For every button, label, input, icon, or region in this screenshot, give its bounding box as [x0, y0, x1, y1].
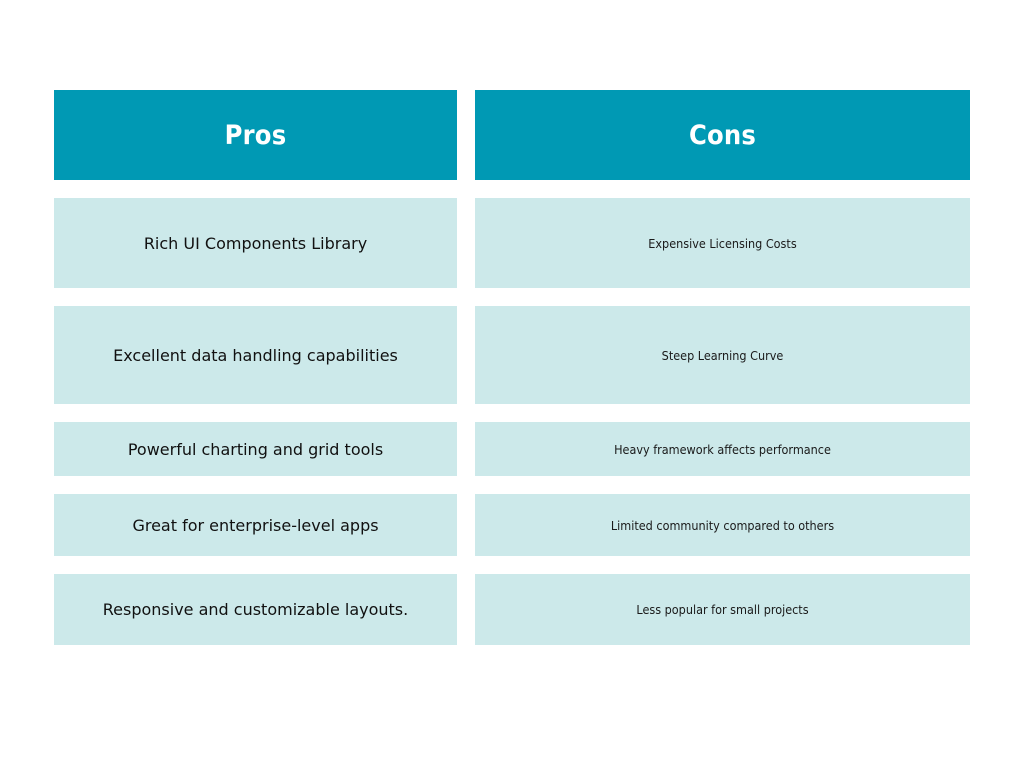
pro-item-4: Great for enterprise-level apps: [54, 494, 457, 556]
pros-cons-table: [54, 90, 970, 645]
pros-header: Pros: [54, 90, 457, 180]
pro-item-3: Powerful charting and grid tools: [54, 422, 457, 476]
pro-item-5: Responsive and customizable layouts.: [54, 574, 457, 645]
pro-item-1: Rich UI Components Library: [54, 198, 457, 288]
con-item-3: Heavy framework affects performance: [475, 422, 970, 476]
con-item-5: Less popular for small projects: [475, 574, 970, 645]
con-item-1: Expensive Licensing Costs: [475, 198, 970, 288]
pro-item-2: Excellent data handling capabilities: [54, 306, 457, 404]
con-item-4: Limited community compared to others: [475, 494, 970, 556]
cons-header: Cons: [475, 90, 970, 180]
con-item-2: Steep Learning Curve: [475, 306, 970, 404]
